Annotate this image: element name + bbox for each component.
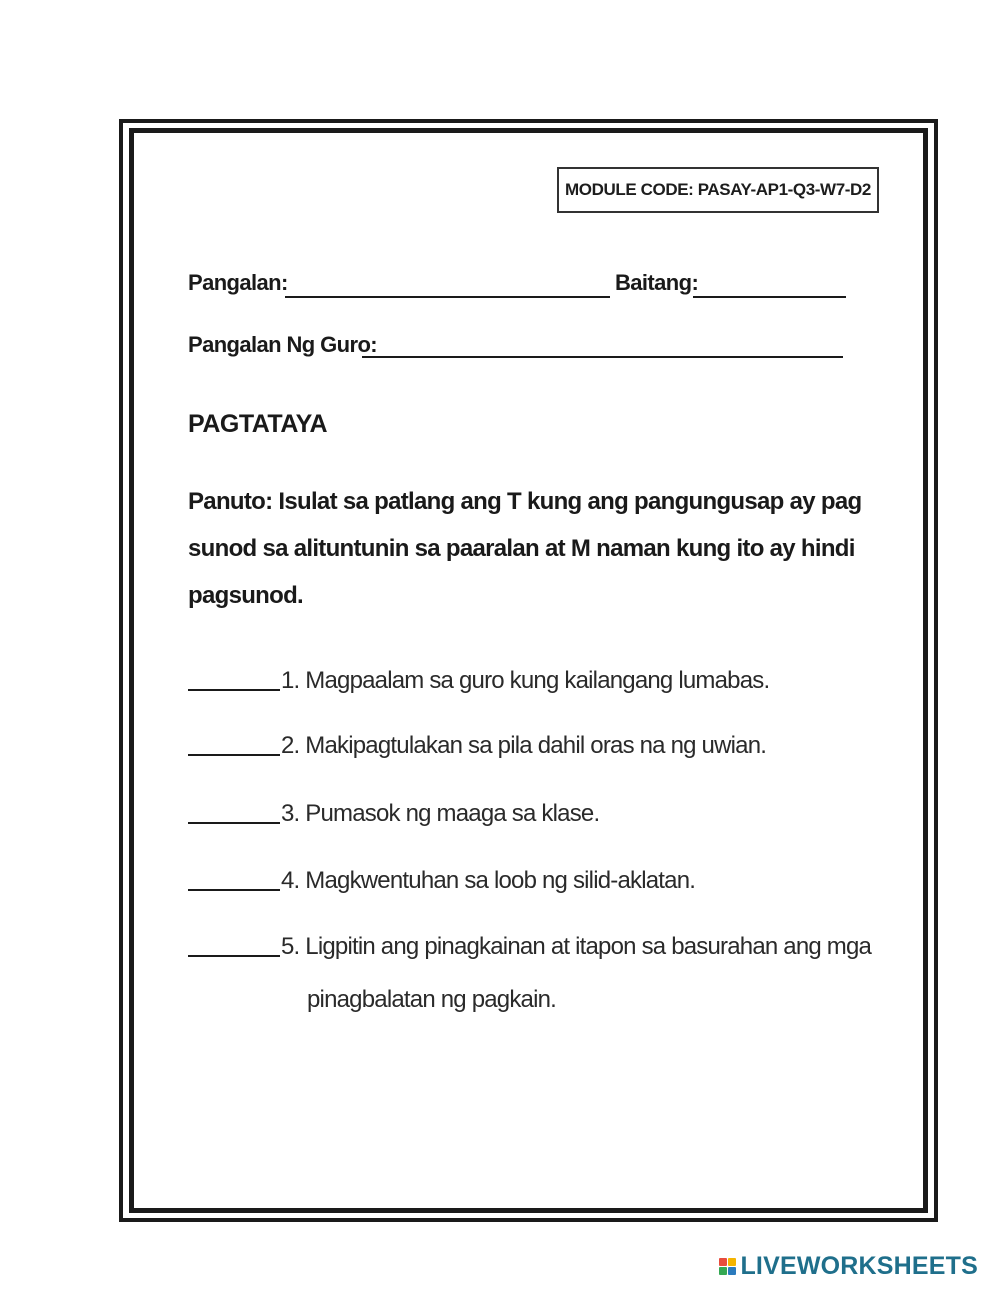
instructions-text: Panuto: Isulat sa patlang ang T kung ang pangungusap ay pag sunod sa alituntunin sa paaralan at M naman kung ito ay hindi pagsunod. <box>188 488 862 609</box>
question-text-3: 3. Pumasok ng maaga sa klase. <box>281 800 600 827</box>
answer-blank-5[interactable] <box>188 955 280 957</box>
question-text-5-continuation: pinagbalatan ng pagkain. <box>307 986 557 1013</box>
grade-field[interactable] <box>693 296 846 298</box>
section-heading: PAGTATAYA <box>188 410 328 438</box>
brand-footer <box>719 1252 978 1281</box>
answer-blank-1[interactable] <box>188 689 280 691</box>
question-text-5: 5. Ligpitin ang pinagkainan at itapon sa basurahan ang mga <box>281 933 872 960</box>
question-item-4 <box>188 867 695 895</box>
answer-blank-4[interactable] <box>188 889 280 891</box>
answer-blank-2[interactable] <box>188 754 280 756</box>
question-item-3 <box>188 800 599 828</box>
question-item-2 <box>188 732 766 760</box>
name-label: Pangalan: <box>188 270 288 295</box>
module-code-box <box>557 167 879 213</box>
question-text-1: 1. Magpaalam sa guro kung kailangang lumabas. <box>281 667 770 694</box>
module-code-text: MODULE CODE: PASAY-AP1-Q3-W7-D2 <box>565 180 871 199</box>
brand-logo-icon <box>719 1258 736 1275</box>
teacher-field[interactable] <box>362 356 843 358</box>
name-field[interactable] <box>285 296 610 298</box>
grade-label: Baitang: <box>615 270 699 295</box>
question-item-1 <box>188 667 769 695</box>
teacher-label: Pangalan Ng Guro: <box>188 332 378 357</box>
brand-name: LIVEWORKSHEETS <box>740 1252 978 1280</box>
answer-blank-3[interactable] <box>188 822 280 824</box>
question-text-2: 2. Makipagtulakan sa pila dahil oras na ng uwian. <box>281 732 767 759</box>
question-item-5 <box>188 933 871 961</box>
question-text-4: 4. Magkwentuhan sa loob ng silid-aklatan. <box>281 867 696 894</box>
